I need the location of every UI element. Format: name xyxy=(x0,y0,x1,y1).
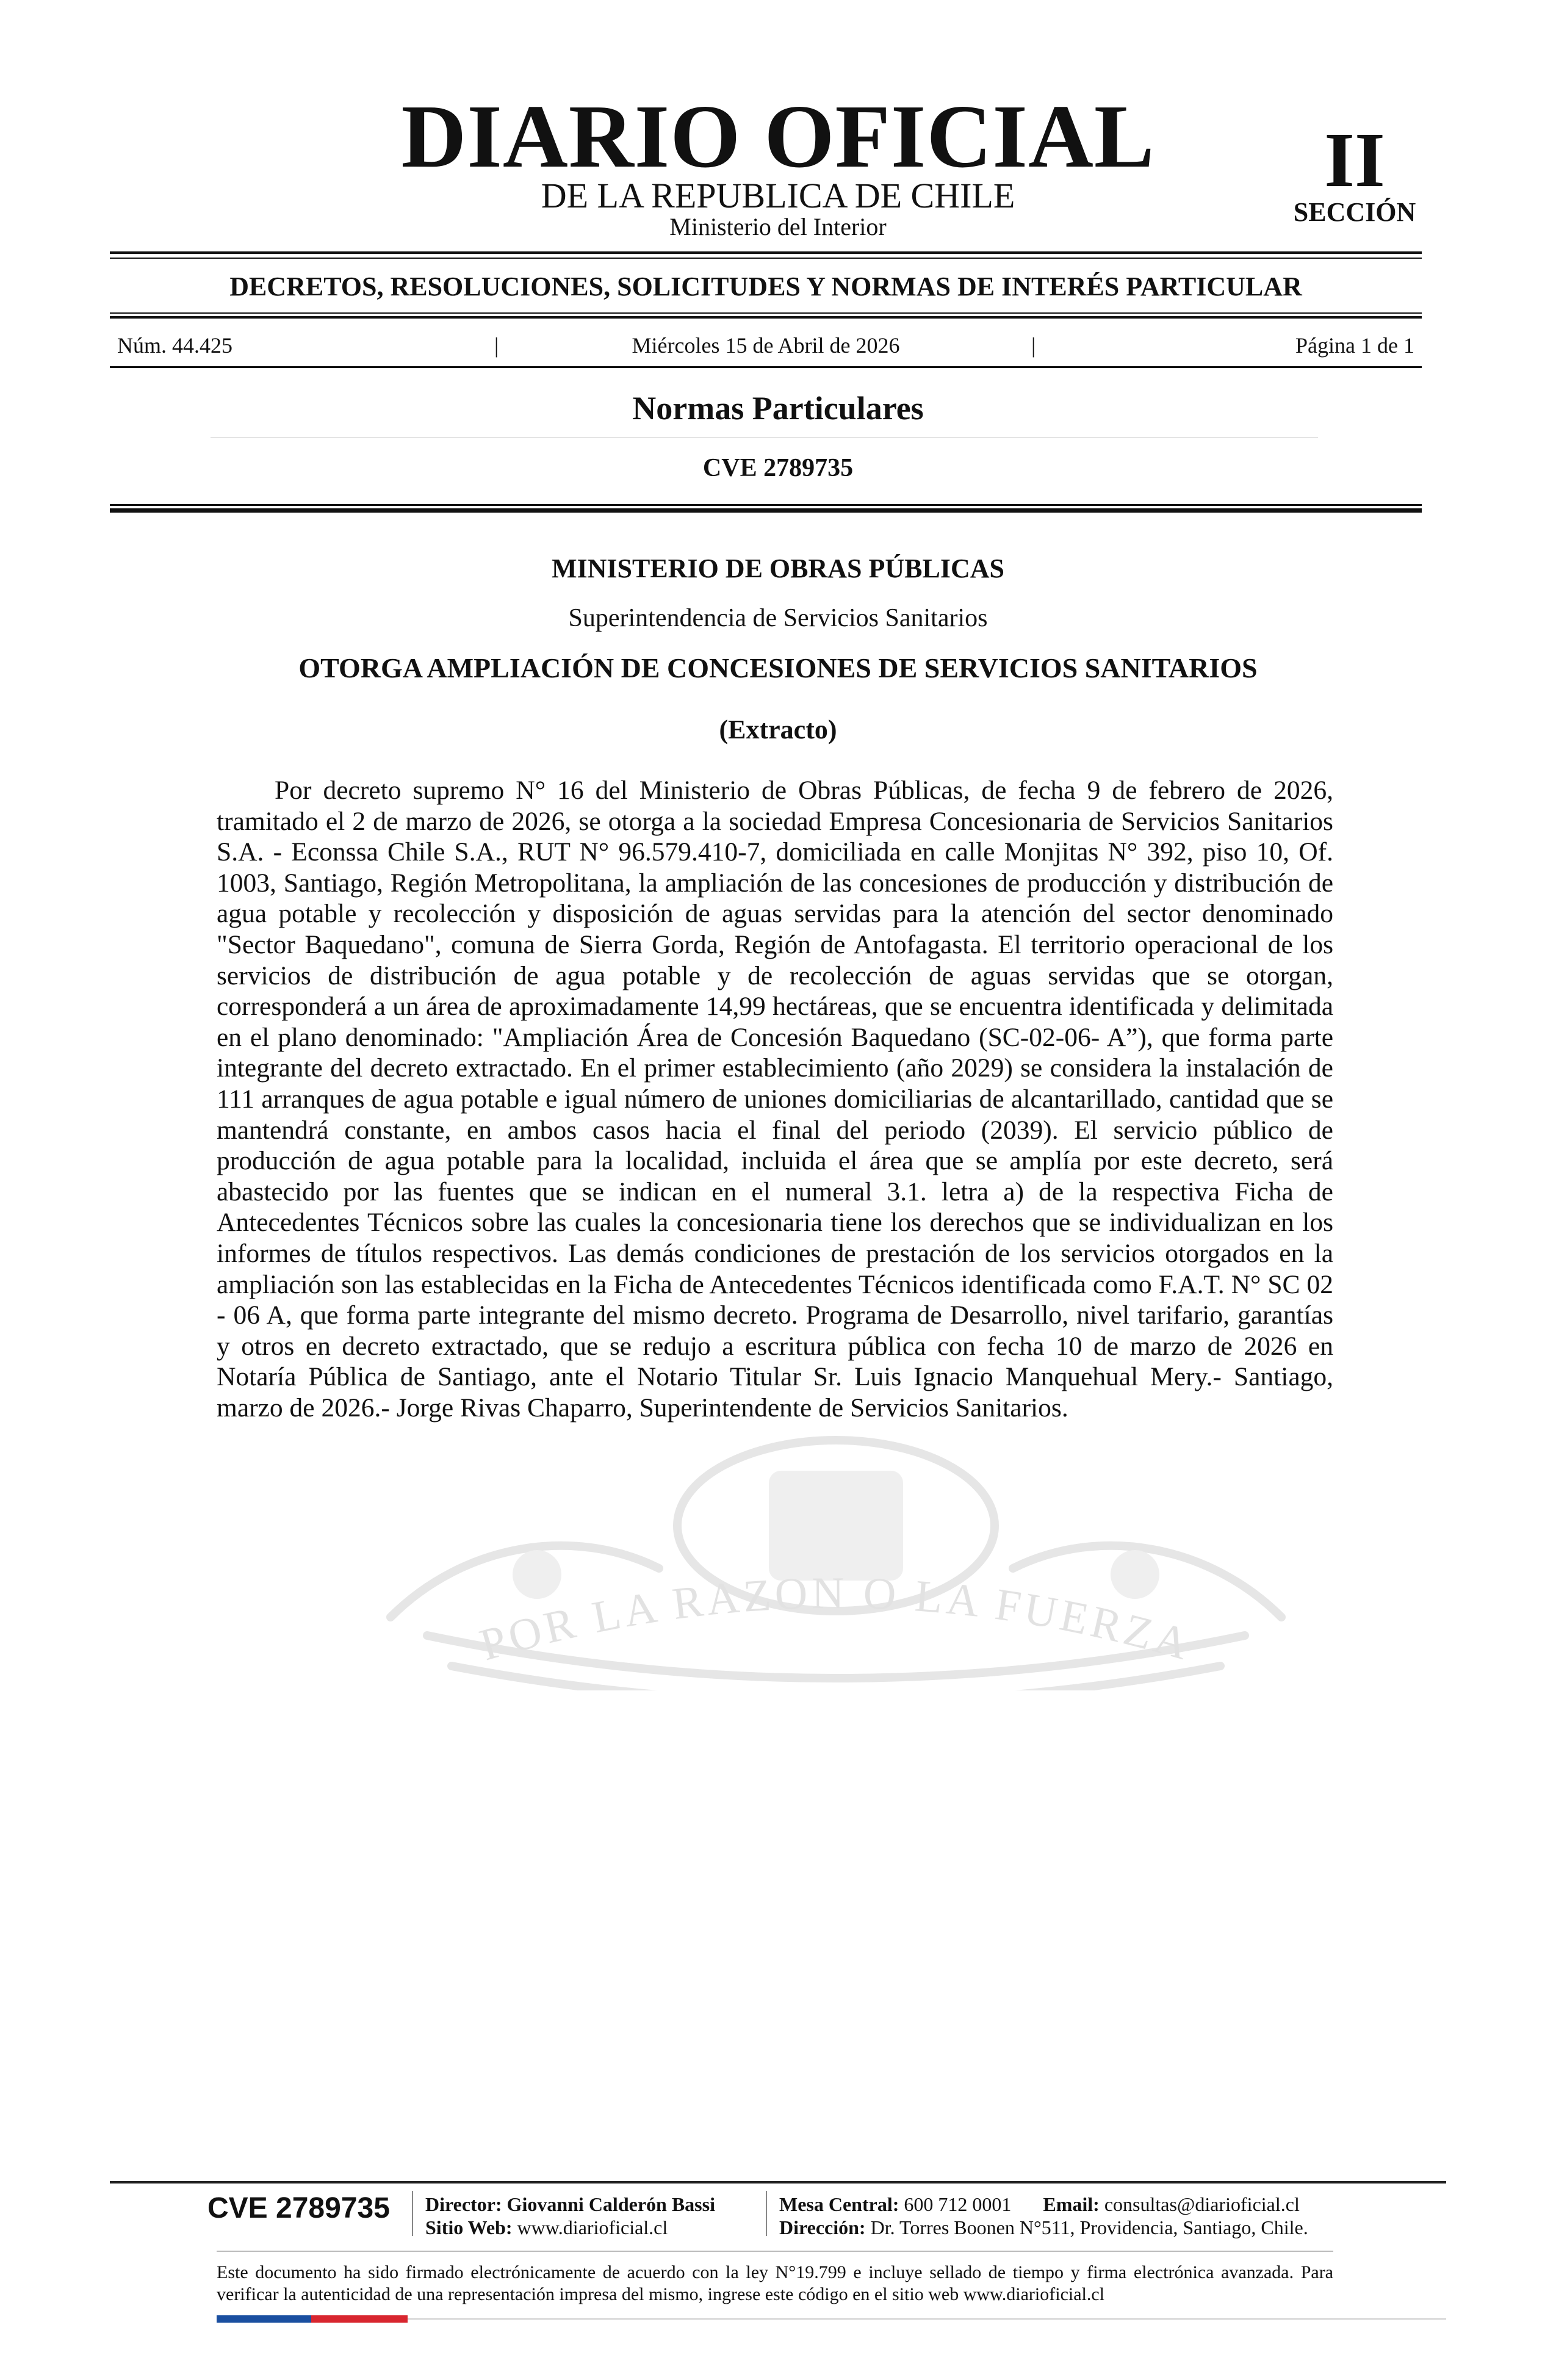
meta-rule xyxy=(110,366,1422,368)
header-rule-bottom xyxy=(110,316,1422,319)
masthead-subtitle: DE LA REPUBLICA DE CHILE xyxy=(541,176,1015,215)
document-agency: Superintendencia de Servicios Sanitarios xyxy=(568,604,988,632)
watermark-motto: POR LA RAZON O LA FUERZA xyxy=(474,1568,1198,1671)
issue-number: Núm. 44.425 xyxy=(117,333,232,358)
masthead-rule-top-thin xyxy=(110,258,1422,259)
phone-label: Mesa Central: xyxy=(779,2193,899,2215)
document-body: Por decreto supremo N° 16 del Ministerio de Obras Públicas, de fecha 9 de febrero de 2026, tramitado el 2 de marzo de 2026, se otorga a la sociedad Empresa Concesionaria de Servicios Sanitarios S.A. - Econssa Chile S.A., RUT N° 96.579.410-7, domiciliada en calle Monjitas N° 392, piso 10, Of. 1003, Santiago, Región Metropolitana, la ampliación de las concesiones de producción y distribución de agua potable y recolección y disposición de aguas servidas para la atención del sector denominado "Sector Baquedano", comuna de Sierra Gorda, Región de Antofagasta. El territorio operacional de los servicios de distribución de agua potable y de recolección de aguas servidas que se otorgan, corresponderá a un área de aproximadamente 14,99 hectáreas, que se encuentra identificada y delimitada en el plano denominado: "Ampliación Área de Concesión Baquedano (SC-02-06- A”), que forma parte integrante del decreto extractado. En el primer establecimiento (año 2029) se considera la instalación de 111 arranques de agua potable e igual número de uniones domiciliarias de alcantarillado, cantidad que se mantendrá constante, en ambos casos hacia el final del periodo (2039). El servicio público de producción de agua potable para la localidad, incluida el área que se amplía por este decreto, será abastecido por las fuentes que se indican en el numeral 3.1. letra a) de la respectiva Ficha de Antecedentes Técnicos sobre las cuales la concesionaria tiene los derechos que se individualizan en los informes de títulos respectivos. Las demás condiciones de prestación de los servicios otorgados en la ampliación son las establecidas en la Ficha de Antecedentes Técnicos identificada como F.A.T. N° SC 02 - 06 A, que forma parte integrante del mismo decreto. Programa de Desarrollo, nivel tarifario, garantías y otros en decreto extractado, que se redujo a escritura pública con fecha 10 de marzo de 2026 en Notaría Pública de Santiago, ante el Notario Titular Sr. Luis Ignacio Manquehual Mery.- Santiago, marzo de 2026.- Jorge Rivas Chaparro, Superintendente de Servicios Sanitarios. xyxy=(217,776,1333,1423)
section-label: SECCIÓN xyxy=(1293,197,1416,227)
footer-website xyxy=(425,2218,668,2237)
website-link[interactable]: www.diarioficial.cl xyxy=(517,2216,668,2238)
footer-bottom-rule xyxy=(408,2318,1446,2320)
phone-number: 600 712 0001 xyxy=(904,2193,1012,2215)
address-text: Dr. Torres Boonen N°511, Providencia, Santiago, Chile. xyxy=(870,2216,1308,2238)
address-label: Dirección: xyxy=(779,2216,866,2238)
document-title: OTORGA AMPLIACIÓN DE CONCESIONES DE SERVICIOS SANITARIOS xyxy=(298,652,1258,683)
flag-stripe-red xyxy=(311,2315,408,2323)
footer-address xyxy=(779,2218,1308,2237)
document-subtitle: (Extracto) xyxy=(719,715,837,745)
footer-cve-code: CVE 2789735 xyxy=(207,2192,390,2224)
masthead-ministry: Ministerio del Interior xyxy=(669,213,887,240)
meta-separator: | xyxy=(494,333,499,358)
masthead-title: DIARIO OFICIAL xyxy=(401,87,1155,187)
section-title: Normas Particulares xyxy=(632,390,924,427)
svg-text:POR LA RAZON O LA FUERZA xyxy=(475,1568,1198,1671)
cve-rule-thin xyxy=(110,504,1422,506)
header-band: DECRETOS, RESOLUCIONES, SOLICITUDES Y NORMAS DE INTERÉS PARTICULAR xyxy=(229,272,1302,301)
director-label: Director: xyxy=(425,2193,502,2215)
footer-rule xyxy=(110,2181,1446,2183)
footer-divider xyxy=(217,2251,1333,2252)
issue-date: Miércoles 15 de Abril de 2026 xyxy=(632,333,900,358)
section-divider xyxy=(211,437,1318,438)
footer-contact xyxy=(779,2194,1300,2214)
email-label: Email: xyxy=(1043,2193,1100,2215)
legal-notice: Este documento ha sido firmado electrónicamente de acuerdo con la ley N°19.799 e incluye sellado de tiempo y firma electrónica avanzada. Para verificar la autenticidad de una representación impresa del mismo, ingrese este código en el sitio web www.diarioficial.cl xyxy=(217,2262,1333,2304)
footer-director xyxy=(425,2194,715,2214)
footer-separator xyxy=(412,2191,413,2236)
footer-separator xyxy=(766,2191,767,2236)
director-name: Giovanni Calderón Bassi xyxy=(506,2193,715,2215)
document-ministry: MINISTERIO DE OBRAS PÚBLICAS xyxy=(551,554,1005,583)
cve-rule-thick xyxy=(110,508,1422,513)
header-rule-thin xyxy=(110,312,1422,314)
section-number: II xyxy=(1324,117,1385,203)
meta-separator: | xyxy=(1031,333,1036,358)
flag-stripe-blue xyxy=(217,2315,311,2323)
cve-code: CVE 2789735 xyxy=(702,454,854,482)
page-indicator: Página 1 de 1 xyxy=(1295,333,1414,358)
email-link[interactable]: consultas@diarioficial.cl xyxy=(1104,2193,1300,2215)
masthead-rule-top xyxy=(110,251,1422,254)
website-label: Sitio Web: xyxy=(425,2216,513,2238)
coat-of-arms-watermark xyxy=(342,1434,1330,1690)
